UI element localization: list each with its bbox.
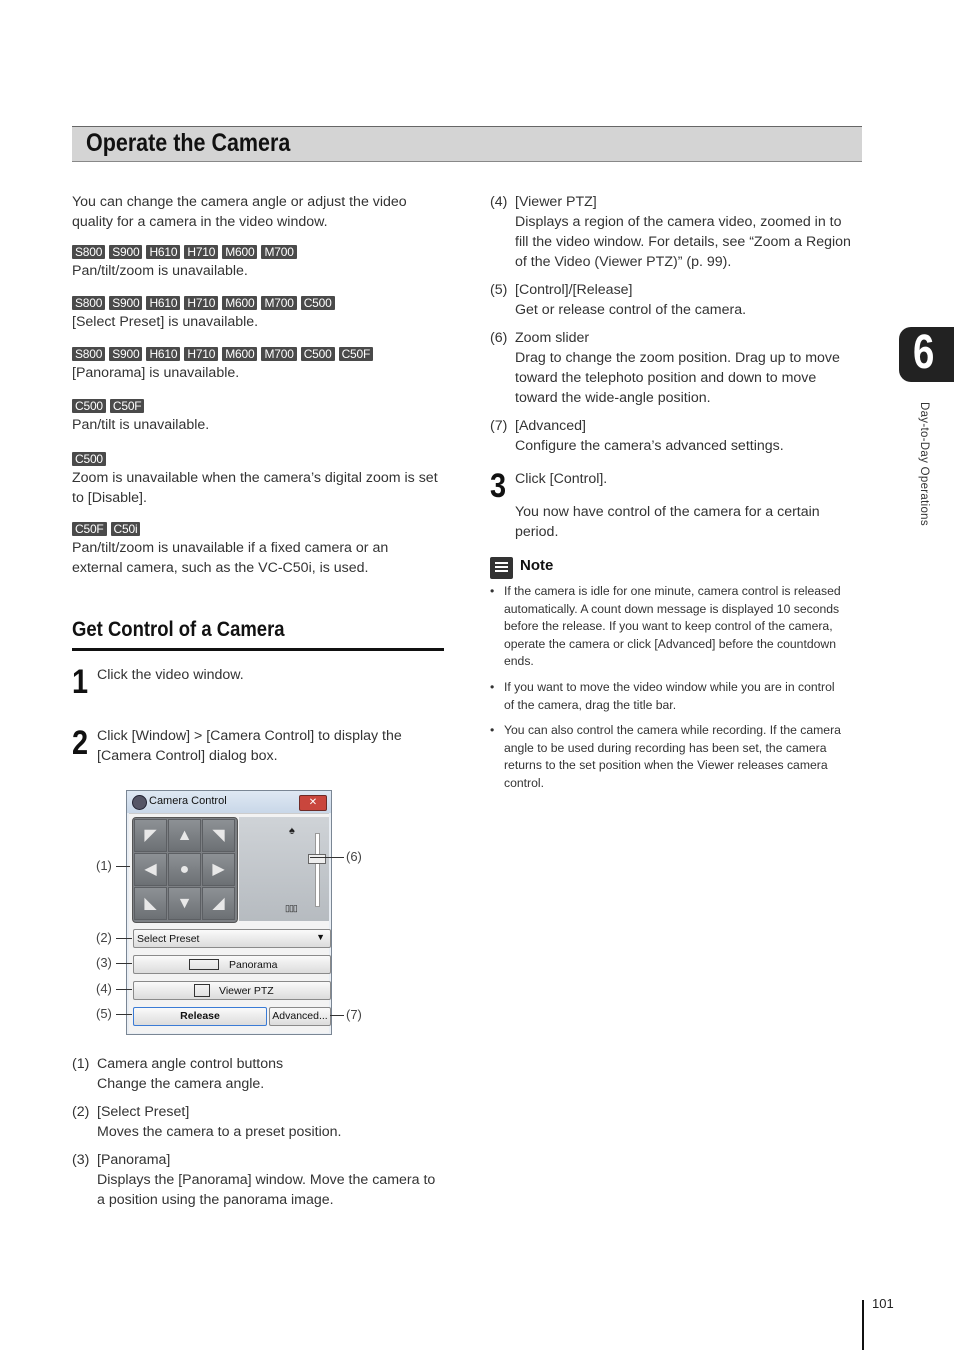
model-badge: M600 — [222, 245, 257, 259]
arrow-down-left-icon[interactable]: ◣ — [134, 887, 167, 920]
select-preset-dropdown[interactable]: Select Preset ▼ — [133, 929, 331, 948]
arrow-up-right-icon[interactable]: ◥ — [202, 819, 235, 852]
advanced-button[interactable]: Advanced... — [269, 1007, 331, 1026]
model-badge: H610 — [146, 296, 180, 310]
restriction-text: Pan/tilt/zoom is unavailable. — [72, 263, 248, 279]
restriction-text: [Panorama] is unavailable. — [72, 365, 240, 381]
home-position-icon[interactable]: ● — [168, 853, 201, 886]
model-badge: H710 — [184, 296, 218, 310]
viewer-ptz-button[interactable]: Viewer PTZ — [133, 981, 331, 1000]
page-number-rule — [862, 1300, 864, 1350]
callout-7: (7) — [346, 1007, 362, 1022]
callout-6-leader — [310, 857, 344, 858]
model-badge: C500 — [301, 347, 335, 361]
callout-4-leader — [116, 989, 132, 990]
viewer-ptz-icon — [194, 984, 210, 997]
model-badge: M700 — [261, 245, 296, 259]
arrow-up-left-icon[interactable]: ◤ — [134, 819, 167, 852]
panorama-button[interactable]: Panorama — [133, 955, 331, 974]
note-bullet-1: • If the camera is idle for one minute, camera control is released automatically. A count down message is displayed 10 seconds before the release. If you want to keep control of the camera, operate the camera or click [Advanced] before the countdown ends. — [504, 583, 841, 671]
model-badge: C500 — [72, 399, 106, 413]
restriction-text: external camera, such as the VC-C50i, is used. — [72, 560, 369, 576]
dialog-title-bar[interactable] — [127, 791, 331, 813]
restriction-text: Pan/tilt is unavailable. — [72, 417, 210, 433]
note-bullet-2: • If you want to move the video window while you are in control of the camera, drag the title bar. — [504, 679, 835, 714]
section-title-bar — [72, 126, 862, 162]
item-4: (4) [Viewer PTZ] Displays a region of the camera video, zoomed in to fill the video window. For details, see “Zoom a Region of the Video (Viewer PTZ)” (p. 99). — [490, 194, 851, 270]
camera-icon — [132, 795, 147, 810]
model-badge: S900 — [109, 347, 142, 361]
camera-angle-pad — [132, 817, 238, 923]
callout-5-leader — [116, 1014, 132, 1015]
zoom-slider-track[interactable] — [315, 833, 320, 907]
item-6: (6) Zoom slider Drag to change the zoom position. Drag up to move toward the telephoto position and down to move toward the wide-angle position. — [490, 330, 840, 406]
model-badge: C50F — [339, 347, 374, 361]
chapter-tab: 6 — [899, 327, 954, 382]
restriction-text: Pan/tilt/zoom is unavailable if a fixed camera or an — [72, 540, 389, 556]
restriction-block — [72, 399, 209, 435]
restriction-block — [72, 522, 388, 578]
zoom-panel — [239, 817, 329, 921]
callout-2-leader — [116, 938, 132, 939]
item-1: (1) Camera angle control buttons Change the camera angle. — [72, 1056, 284, 1092]
step-number-2: 2 — [72, 724, 89, 762]
model-badge: S900 — [109, 296, 142, 310]
dialog-body — [129, 813, 329, 1033]
step-number-1: 1 — [72, 663, 89, 701]
subsection-heading: Get Control of a Camera — [72, 618, 444, 651]
zoom-slider-thumb[interactable] — [308, 854, 326, 864]
model-badge: S800 — [72, 245, 105, 259]
restriction-block — [72, 296, 335, 332]
panorama-icon — [189, 959, 219, 970]
page-number: 101 — [872, 1296, 894, 1311]
restriction-block — [72, 245, 297, 281]
model-badge: S900 — [109, 245, 142, 259]
callout-4: (4) — [96, 981, 112, 996]
callout-3-leader — [116, 963, 132, 964]
callout-3: (3) — [96, 955, 112, 970]
model-badge: C50i — [111, 522, 141, 536]
model-badge: C500 — [301, 296, 335, 310]
step-3-result: You now have control of the camera for a certain period. — [515, 504, 820, 540]
model-badges — [72, 452, 438, 466]
wide-angle-icon: ▯▯▯ — [285, 903, 297, 913]
restriction-block — [72, 347, 373, 383]
model-badge: M600 — [222, 347, 257, 361]
model-badge: C50F — [72, 522, 107, 536]
model-badge: H710 — [184, 347, 218, 361]
model-badge: H610 — [146, 347, 180, 361]
callout-2: (2) — [96, 930, 112, 945]
callout-7-leader — [330, 1015, 344, 1016]
step-2-text: Click [Window] > [Camera Control] to display the [Camera Control] dialog box. — [97, 728, 402, 764]
camera-control-dialog — [126, 790, 332, 1035]
model-badge: M600 — [222, 296, 257, 310]
callout-1: (1) — [96, 858, 112, 873]
step-3-text: Click [Control]. — [515, 471, 608, 487]
restriction-block — [72, 452, 438, 508]
model-badge: H610 — [146, 245, 180, 259]
dialog-title: Camera Control — [149, 795, 227, 807]
step-1-text: Click the video window. — [97, 667, 244, 683]
model-badge: C500 — [72, 452, 106, 466]
callout-6: (6) — [346, 849, 362, 864]
arrow-down-icon[interactable]: ▼ — [168, 887, 201, 920]
model-badge: S800 — [72, 296, 105, 310]
note-title: Note — [520, 557, 554, 574]
restriction-text: [Select Preset] is unavailable. — [72, 314, 259, 330]
close-button[interactable]: ✕ — [299, 795, 327, 811]
item-3: (3) [Panorama] Displays the [Panorama] window. Move the camera to a position using the panorama image. — [72, 1152, 436, 1208]
model-badge: M700 — [261, 296, 296, 310]
item-2: (2) [Select Preset] Moves the camera to a preset position. — [72, 1104, 342, 1140]
step-number-3: 3 — [490, 467, 507, 505]
model-badge: M700 — [261, 347, 296, 361]
model-badges — [72, 522, 388, 536]
page-title: Operate the Camera — [86, 129, 291, 157]
model-badge: S800 — [72, 347, 105, 361]
callout-1-leader — [116, 866, 130, 867]
restriction-text: Zoom is unavailable when the camera’s digital zoom is set — [72, 470, 438, 486]
release-button[interactable]: Release — [133, 1007, 267, 1026]
item-7: (7) [Advanced] Configure the camera’s advanced settings. — [490, 418, 784, 454]
arrow-left-icon[interactable]: ◀ — [134, 853, 167, 886]
model-badges — [72, 347, 373, 361]
intro-paragraph: You can change the camera angle or adjust the video quality for a camera in the video window. — [72, 194, 407, 230]
model-badge: H710 — [184, 245, 218, 259]
arrow-up-icon[interactable]: ▲ — [168, 819, 201, 852]
callout-5: (5) — [96, 1006, 112, 1021]
chevron-down-icon: ▼ — [316, 932, 325, 942]
arrow-down-right-icon[interactable]: ◢ — [202, 887, 235, 920]
model-badges — [72, 296, 335, 310]
model-badge: C50F — [110, 399, 145, 413]
note-bullet-3: • You can also control the camera while recording. If the camera angle to be used during recording has been set, the camera returns to the set position when the Viewer releases camera control. — [504, 722, 841, 792]
restriction-text: to [Disable]. — [72, 490, 147, 506]
item-5: (5) [Control]/[Release] Get or release control of the camera. — [490, 282, 747, 318]
side-label: Day-to-Day Operations — [918, 402, 930, 526]
note-icon — [490, 557, 513, 579]
telephoto-icon: ♠ — [289, 825, 295, 837]
model-badges — [72, 245, 297, 259]
arrow-right-icon[interactable]: ▶ — [202, 853, 235, 886]
model-badges — [72, 399, 209, 413]
